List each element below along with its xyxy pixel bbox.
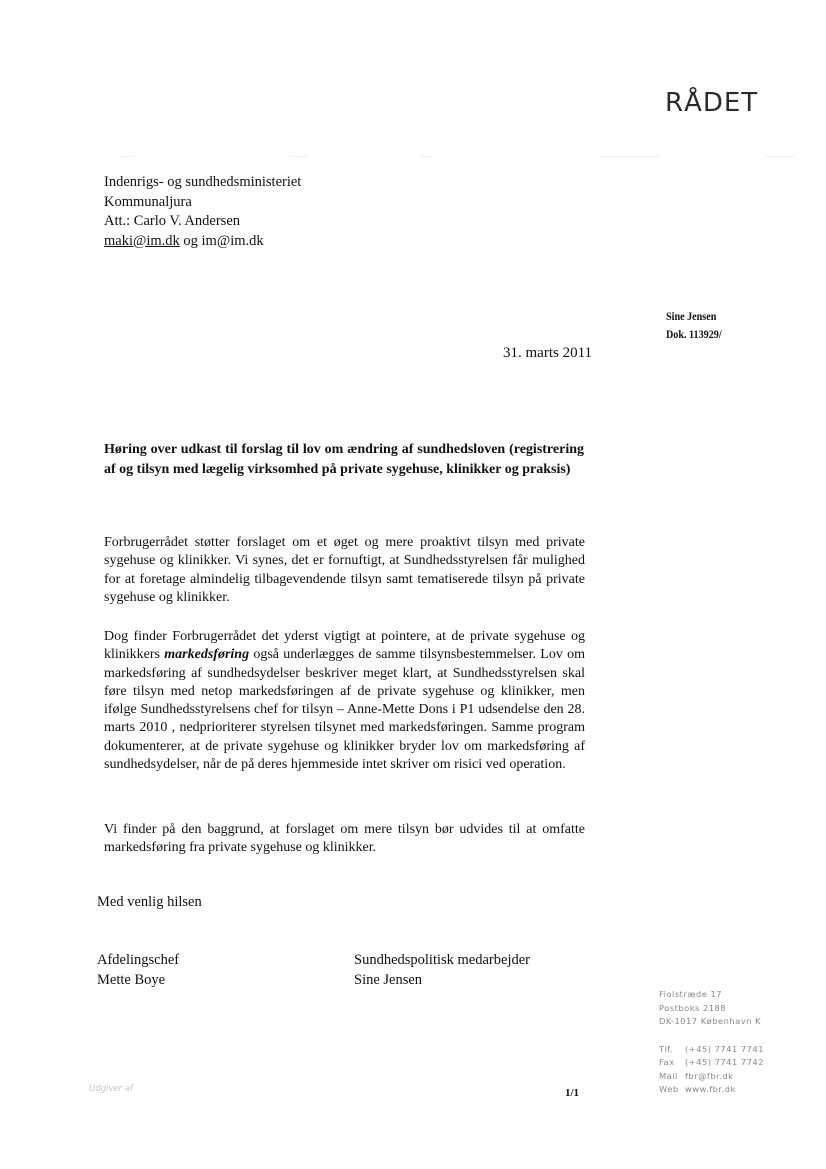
recipient-department: Kommunaljura — [104, 193, 192, 210]
body-paragraph-1: Forbrugerrådet støtter forslaget om et øget og mere proaktivt tilsyn med private sygehuse og klinikker. Vi synes, det er fornuftigt, at Sundhedsstyrelsen får mulighed for at foretage almindelig tilbagevendende tilsyn samt tematiserede tilsyn på private sygehuse og klinikker. — [104, 535, 585, 605]
footer-fax — [659, 1056, 764, 1070]
organization-logo: RÅDET — [665, 88, 759, 118]
document-number: Dok. 113929/ — [666, 329, 722, 341]
web-value: www.fbr.dk — [685, 1084, 736, 1094]
mail-label: Mail — [659, 1070, 678, 1081]
sender-name: Sine Jensen — [666, 311, 717, 323]
phone-value: (+45) 7741 7741 — [685, 1043, 764, 1054]
emphasized-term: markedsføring — [164, 647, 250, 663]
letter-date: 31. marts 2011 — [503, 345, 593, 361]
phone-label: Tlf. — [659, 1043, 674, 1054]
signature-left-name: Mette Boye — [97, 972, 166, 988]
footer-mail — [659, 1070, 764, 1084]
paragraph-2-text-start: Dog finder Forbrugerrådet det yderst vigtigt at pointere, at de private sygehuse og klinikkers — [104, 629, 585, 663]
signature-right-name: Sine Jensen — [354, 972, 423, 988]
sender-reference — [666, 308, 722, 344]
recipient-address — [104, 173, 301, 251]
fax-label: Fax — [659, 1057, 675, 1067]
email-link[interactable]: maki@im.dk — [104, 232, 180, 249]
footer-contact-info — [659, 988, 764, 1097]
body-paragraph-3: Vi finder på den baggrund, at forslaget om mere tilsyn bør udvides til at omfatte markedsføring fra private sygehuse og klinikker. — [104, 822, 585, 856]
scan-line — [765, 156, 795, 157]
scan-line — [120, 156, 134, 157]
paragraph-2-text-end: også underlægges de samme tilsynsbestemmelser. Lov om markedsføring af sundhedsydelser beskriver meget klart, at Sundhedsstyrelsen skal føre tilsyn med netop markedsføringen af de private sygehuse og klinikker, men ifølge Sundhedsstyrelsens chef for tilsyn – Anne-Mette Dons i P1 udsendelse den 28. marts 2010 , nedprioriterer styrelsen tilsynet med markedsføringen. Samme program dokumenterer, at de private sygehuse og klinikker bryder lov om markedsføring af sundhedsydelser, når de på deres hjemmeside intet skriver om risici ved operation. — [104, 647, 585, 773]
publisher-label: Udgiver af — [89, 1084, 134, 1094]
scan-line — [290, 156, 308, 157]
footer-city: DK-1017 København K — [659, 1016, 761, 1026]
email-separator: og — [179, 232, 202, 249]
mail-value: fbr@fbr.dk — [685, 1070, 734, 1081]
footer-postbox: Postboks 2188 — [659, 1002, 727, 1013]
scan-line — [420, 156, 434, 157]
signature-left-title: Afdelingschef — [97, 952, 180, 968]
recipient-ministry: Indenrigs- og sundhedsministeriet — [104, 174, 302, 190]
footer-phone — [659, 1043, 764, 1057]
scan-line — [600, 156, 660, 157]
signature-left — [97, 950, 179, 990]
footer-spacer — [659, 1029, 764, 1043]
signature-right — [354, 950, 530, 990]
page-number: 1/1 — [565, 1087, 580, 1099]
recipient-emails — [104, 232, 301, 252]
web-label: Web — [659, 1084, 679, 1094]
recipient-attention: Att.: Carlo V. Andersen — [104, 213, 241, 229]
signature-right-title: Sundhedspolitisk medarbejder — [354, 952, 530, 968]
closing-salutation: Med venlig hilsen — [97, 894, 202, 910]
footer-street: Fiolstræde 17 — [659, 989, 723, 999]
body-paragraph-2 — [104, 628, 585, 774]
letter-subject: Høring over udkast til forslag til lov om ændring af sundhedsloven (registrering af og tilsyn med lægelig virksomhed på private sygehuse, klinikker og praksis) — [104, 442, 584, 477]
fax-value: (+45) 7741 7742 — [685, 1057, 764, 1067]
email-secondary: im@im.dk — [201, 232, 264, 249]
footer-web — [659, 1083, 764, 1097]
